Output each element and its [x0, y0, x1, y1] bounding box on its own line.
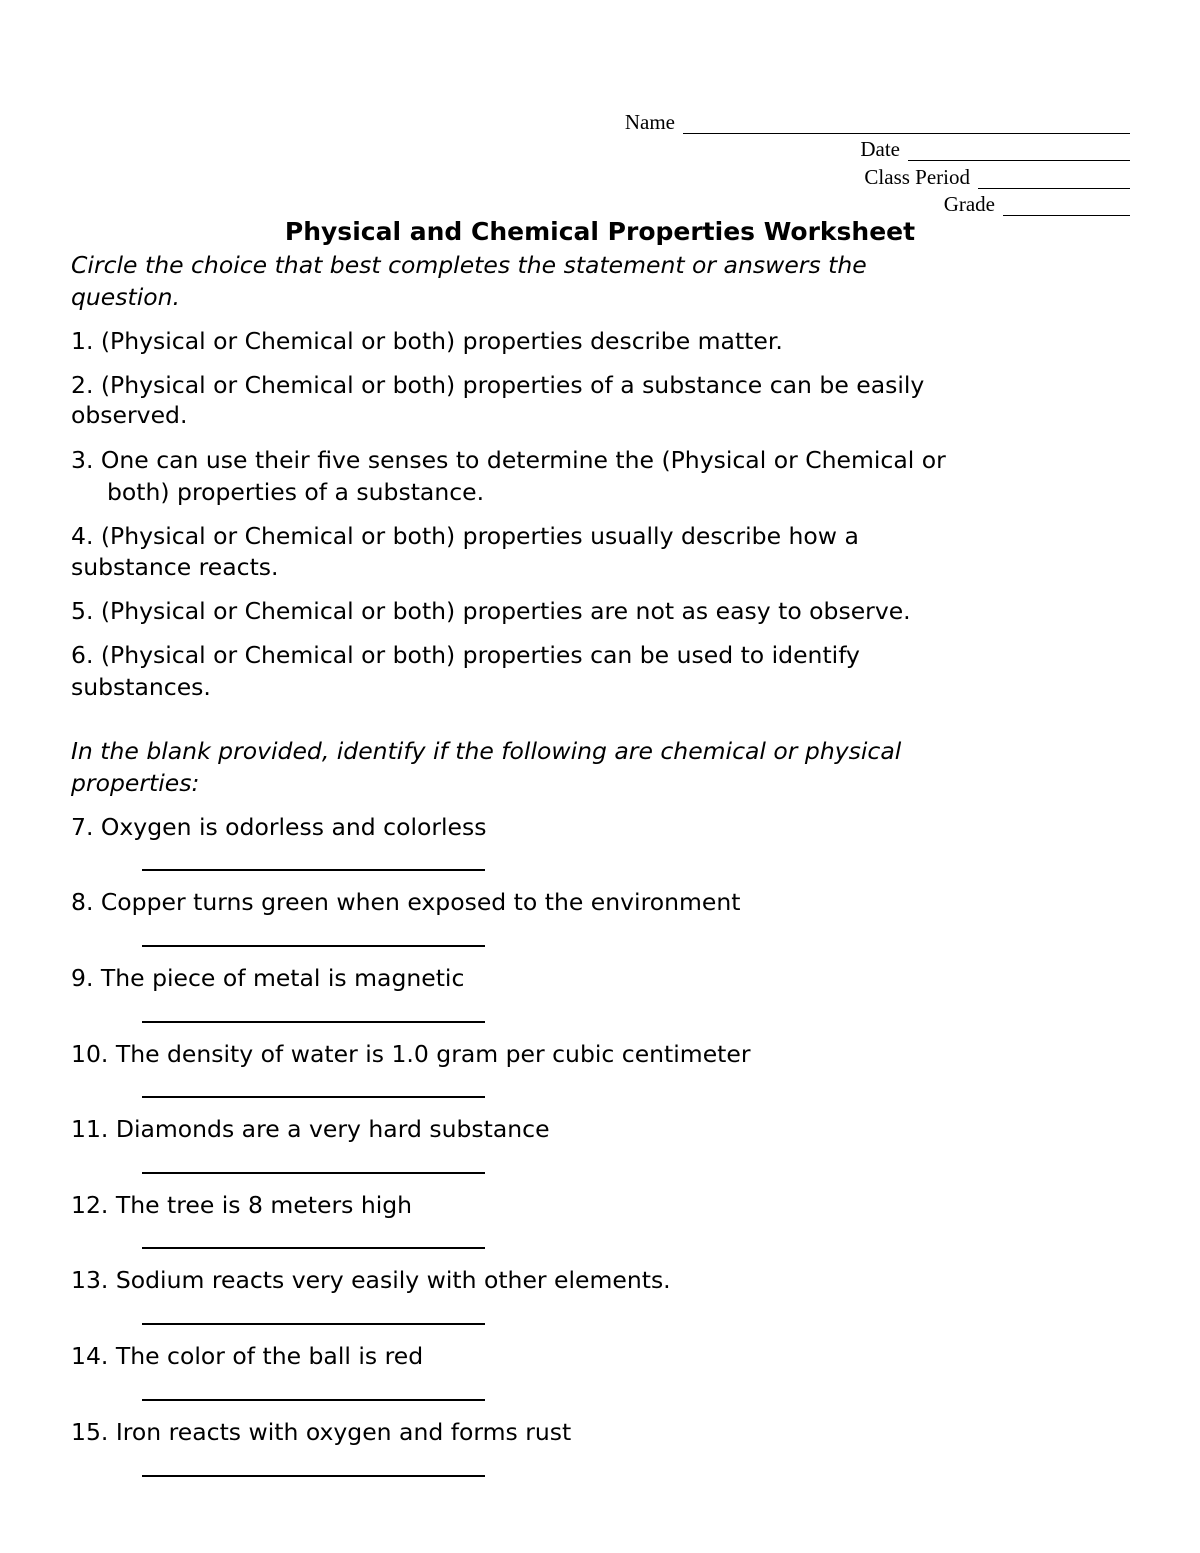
- date-field: [860, 137, 1130, 161]
- question-11: 11. Diamonds are a very hard substance: [71, 1115, 550, 1143]
- date-blank[interactable]: [908, 142, 1130, 161]
- answer-line-14[interactable]: [142, 1399, 485, 1401]
- question-4-line1: 4. (Physical or Chemical or both) properties usually describe how a: [71, 522, 859, 550]
- question-5: 5. (Physical or Chemical or both) properties are not as easy to observe.: [71, 597, 911, 625]
- question-7: 7. Oxygen is odorless and colorless: [71, 813, 487, 841]
- question-8: 8. Copper turns green when exposed to the environment: [71, 888, 741, 916]
- name-blank[interactable]: [683, 115, 1130, 134]
- answer-line-13[interactable]: [142, 1323, 485, 1325]
- section1-instruction-line1: Circle the choice that best completes the statement or answers the: [71, 251, 867, 279]
- answer-line-8[interactable]: [142, 945, 485, 947]
- page-title: Physical and Chemical Properties Worksheet: [284, 217, 916, 246]
- question-4-line2: substance reacts.: [71, 553, 279, 581]
- class-period-blank[interactable]: [978, 170, 1130, 189]
- question-6-line1: 6. (Physical or Chemical or both) properties can be used to identify: [71, 641, 860, 669]
- date-label: Date: [860, 137, 900, 161]
- section2-instruction-line2: properties:: [71, 769, 200, 797]
- answer-line-9[interactable]: [142, 1021, 485, 1023]
- section1-instruction-line2: question.: [71, 283, 180, 311]
- question-14: 14. The color of the ball is red: [71, 1342, 424, 1370]
- question-13: 13. Sodium reacts very easily with other elements.: [71, 1266, 671, 1294]
- grade-blank[interactable]: [1003, 197, 1130, 216]
- question-2-line2: observed.: [71, 401, 188, 429]
- question-2-line1: 2. (Physical or Chemical or both) properties of a substance can be easily: [71, 371, 925, 399]
- section2-instruction-line1: In the blank provided, identify if the following are chemical or physical: [71, 737, 902, 765]
- question-12: 12. The tree is 8 meters high: [71, 1191, 413, 1219]
- answer-line-15[interactable]: [142, 1475, 485, 1477]
- question-6-line2: substances.: [71, 673, 211, 701]
- question-3-line2: both) properties of a substance.: [107, 478, 485, 506]
- class-period-field: [864, 165, 1130, 189]
- question-3-line1: 3. One can use their five senses to determine the (Physical or Chemical or: [71, 446, 946, 474]
- question-9: 9. The piece of metal is magnetic: [71, 964, 465, 992]
- name-field: [625, 110, 1130, 134]
- question-15: 15. Iron reacts with oxygen and forms rust: [71, 1418, 572, 1446]
- answer-line-12[interactable]: [142, 1247, 485, 1249]
- grade-label: Grade: [943, 192, 995, 216]
- question-1: 1. (Physical or Chemical or both) properties describe matter.: [71, 327, 783, 355]
- grade-field: [944, 192, 1130, 216]
- answer-line-7[interactable]: [142, 869, 485, 871]
- name-label: Name: [624, 110, 675, 134]
- answer-line-11[interactable]: [142, 1172, 485, 1174]
- answer-line-10[interactable]: [142, 1096, 485, 1098]
- question-10: 10. The density of water is 1.0 gram per cubic centimeter: [71, 1040, 751, 1068]
- class-period-label: Class Period: [864, 165, 970, 189]
